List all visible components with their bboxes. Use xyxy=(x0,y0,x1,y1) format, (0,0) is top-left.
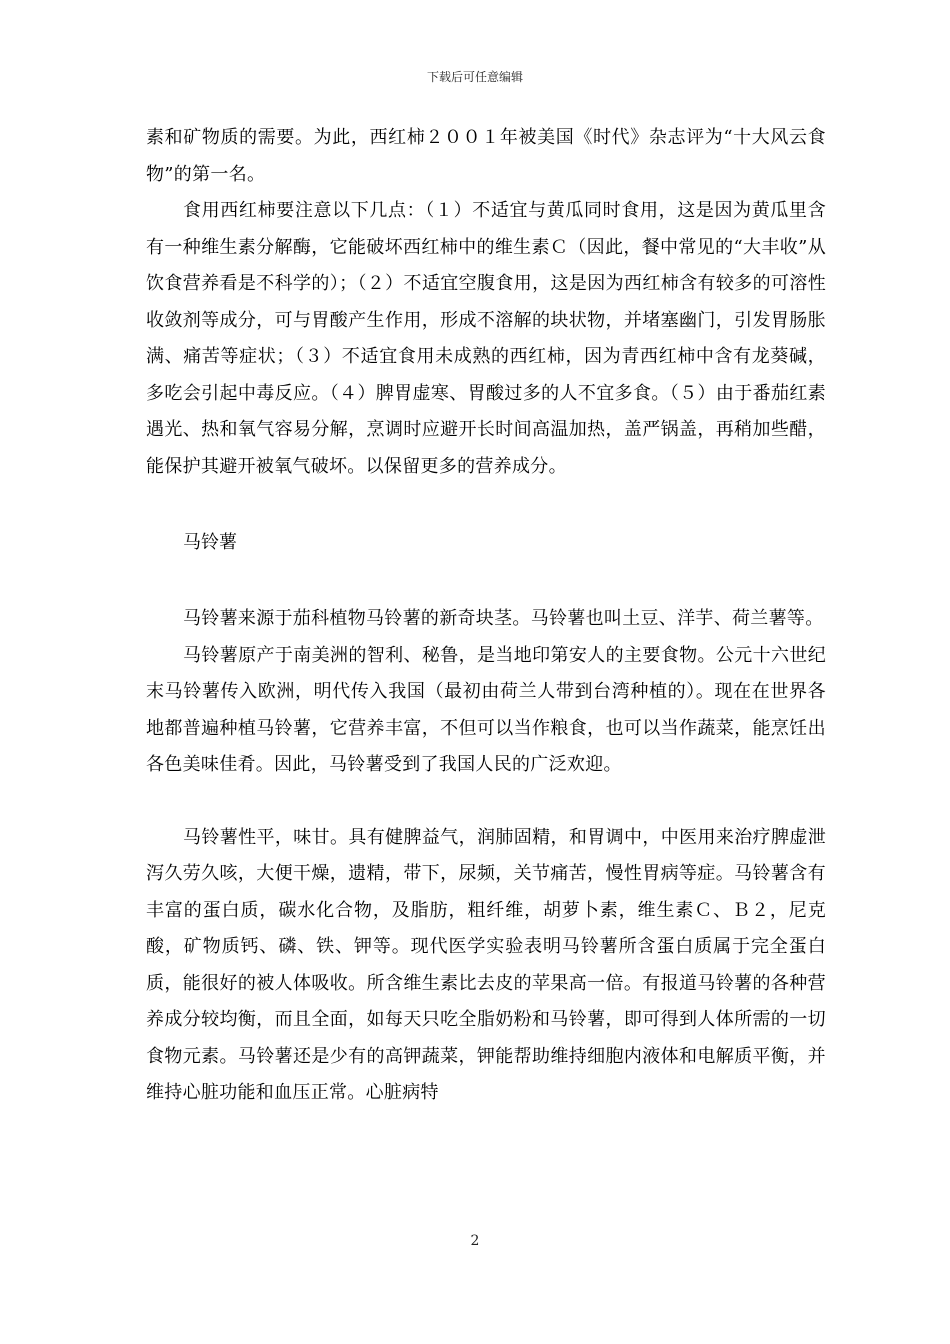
paragraph-potato-source: 马铃薯来源于茄科植物马铃薯的新奇块茎。马铃薯也叫土豆、洋芋、荷兰薯等。 xyxy=(183,608,824,629)
spacer xyxy=(146,485,826,525)
section-heading-potato: 马铃薯 xyxy=(183,532,237,553)
paragraph-tomato-precautions: 食用西红柿要注意以下几点：（１）不适宜与黄瓜同时食用，这是因为黄瓜里含有一种维生素分解酶，它能破坏西红柿中的维生素Ｃ（因此，餐中常见的“大丰收”从饮食营养看是不科学的）；（２）不适宜空腹食用，这是因为西红柿含有较多的可溶性收敛剂等成分，可与胃酸产生作用，形成不溶解的块状物，并堵塞幽门，引发胃肠胀满、痛苦等症状；（３）不适宜食用未成熟的西红柿，因为青西红柿中含有龙葵碱，多吃会引起中毒反应。（４）脾胃虚寒、胃酸过多的人不宜多食。（５）由于番茄红素遇光、热和氧气容易分解，烹调时应避开长时间高温加热，盖严锅盖，再稍加些醋，能保护其避开被氧气破坏。以保留更多的营养成分。 xyxy=(146,200,826,477)
page-header: 下载后可任意编辑 xyxy=(426,70,523,84)
page-number: 2 xyxy=(470,1233,480,1249)
paragraph-potato-nutrition: 马铃薯性平，味甘。具有健脾益气，润肺固精，和胃调中，中医用来治疗脾虚泄泻久劳久咳，大便干燥，遗精，带下，尿频，关节痛苦，慢性胃病等症。马铃薯含有丰富的蛋白质，碳水化合物，及脂肪，粗纤维，胡萝卜素，维生素Ｃ、Ｂ２，尼克酸，矿物质钙、磷、铁、钾等。现代医学实验表明马铃薯所含蛋白质属于完全蛋白质，能很好的被人体吸收。所含维生素比去皮的苹果高一倍。有报道马铃薯的各种营养成分较均衡，而且全面，如每天只吃全脂奶粉和马铃薯，即可得到人体所需的一切食物元素。马铃薯还是少有的高钾蔬菜，钾能帮助维持细胞内液体和电解质平衡，并维持心脏功能和血压正常。心脏病特 xyxy=(146,826,826,1103)
paragraph-potato-origin: 马铃薯原产于南美洲的智利、秘鲁，是当地印第安人的主要食物。公元十六世纪末马铃薯传入欧洲，明代传入我国（最初由荷兰人带到台湾种植的）。现在在世界各地都普遍种植马铃薯，它营养丰富，不但可以当作粮食，也可以当作蔬菜，能烹饪出各色美味佳肴。因此，马铃薯受到了我国人民的广泛欢迎。 xyxy=(146,644,826,775)
paragraph-tomato-intro: 素和矿物质的需要。为此，西红柿２００１年被美国《时代》杂志评为“十大风云食物”的第一名。 xyxy=(146,127,826,185)
document-body xyxy=(146,120,826,1112)
spacer xyxy=(146,784,826,820)
spacer xyxy=(146,561,826,601)
